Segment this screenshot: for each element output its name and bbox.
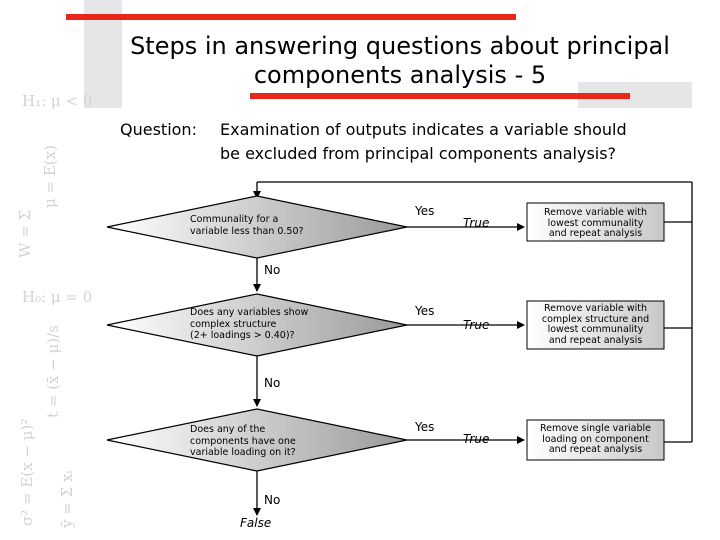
action-2-line: and repeat analysis [548, 334, 643, 346]
no-label-1: No [264, 263, 281, 277]
action-text-3 [527, 424, 664, 456]
decision-2-line: Does any variables show [190, 307, 309, 318]
action-1-line: lowest communality [547, 217, 644, 229]
decision-text-3 [190, 424, 330, 459]
decision-3-line: Does any of the [190, 424, 266, 435]
math-fragment: H₀: μ = 0 [22, 288, 93, 306]
decision-text-1 [190, 214, 330, 237]
action-1-line: Remove variable with [543, 207, 648, 218]
decision-1-line: Communality for a [190, 214, 279, 225]
math-fragment: μ = E(x) [41, 145, 59, 208]
title-line-1: Steps in answering questions about principal [130, 32, 670, 60]
true-label-1: True [463, 216, 490, 230]
decision-2-line: (2+ loadings > 0.40)? [190, 330, 295, 341]
yes-label-2: Yes [415, 304, 435, 318]
yes-label-3: Yes [415, 420, 435, 434]
decision-text-2 [190, 307, 340, 342]
action-1-line: and repeat analysis [548, 228, 643, 239]
decision-1-line: variable less than 0.50? [190, 225, 304, 237]
decision-3-line: components have one [190, 435, 296, 447]
action-2-line: Remove variable with [543, 303, 648, 314]
no-label-3: No [264, 493, 281, 507]
question-label: Question: [120, 120, 197, 139]
title-line-2: components analysis - 5 [253, 61, 547, 89]
math-fragment: σ² = E(x − μ)² [18, 418, 36, 526]
action-3-line: Remove single variable [539, 423, 652, 434]
true-label-2: True [463, 318, 490, 332]
action-text-2 [527, 304, 664, 346]
action-text-1 [527, 208, 664, 240]
question-line-2: be excluded from principal components analysis? [220, 144, 617, 163]
question-line-1: Examination of outputs indicates a variable should [220, 120, 627, 139]
action-2-line: lowest communality [547, 324, 644, 335]
action-3-line: and repeat analysis [548, 444, 643, 455]
yes-label-1: Yes [415, 204, 435, 218]
action-3-line: loading on component [542, 433, 649, 445]
math-fragment: t = (x̄ − μ)/s [44, 325, 62, 418]
decision-3-line: variable loading on it? [190, 447, 296, 458]
decision-2-line: complex structure [190, 318, 277, 330]
math-fragment: W = Σ [16, 209, 34, 258]
true-label-3: True [463, 432, 490, 446]
math-fragment: H₁: μ < 0 [22, 92, 93, 110]
action-2-line: complex structure and [541, 313, 650, 325]
false-label: False [240, 516, 272, 530]
no-label-2: No [264, 376, 281, 390]
math-fragment: ȳ = Σ xᵢ [58, 470, 76, 528]
